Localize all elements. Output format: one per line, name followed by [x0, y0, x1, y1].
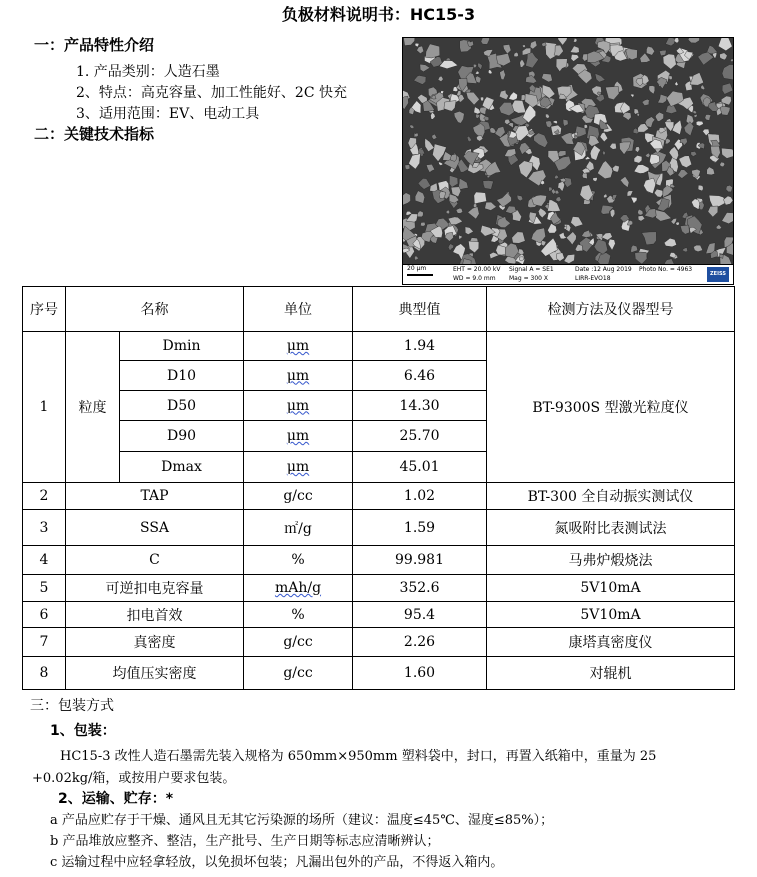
unit-text: μm	[286, 367, 310, 384]
row-name: 扣电首效	[66, 602, 244, 628]
sem-wd: WD = 9.0 mm	[453, 275, 496, 282]
feature-item-2: 2、特点：高克容量、加工性能好、2C 快充	[76, 85, 347, 101]
header-value: 典型值	[353, 287, 487, 332]
row-value: 1.02	[353, 483, 487, 510]
psd-name: Dmax	[120, 452, 244, 483]
psd-unit	[244, 361, 353, 391]
row-method: 氮吸附比表测试法	[487, 510, 735, 546]
row-method: BT-300 全自动振实测试仪	[487, 483, 735, 510]
feature-item-1: 1. 产品类别：人造石墨	[76, 64, 220, 80]
row-no: 7	[23, 628, 66, 657]
psd-group-label: 粒度	[66, 332, 120, 483]
packaging-text-line-2: +0.02kg/箱，或按用户要求包装。	[32, 771, 236, 786]
row-name: TAP	[66, 483, 244, 510]
psd-value: 45.01	[353, 452, 487, 483]
zeiss-logo: ZEISS	[707, 267, 729, 282]
table-row	[23, 546, 735, 575]
sem-micrograph	[402, 37, 734, 285]
row-no: 6	[23, 602, 66, 628]
row-unit: %	[244, 602, 353, 628]
psd-method: BT-9300S 型激光粒度仪	[487, 332, 735, 483]
psd-unit	[244, 421, 353, 452]
unit-text: μm	[286, 459, 310, 475]
sem-eht: EHT = 20.00 kV	[453, 266, 501, 273]
table-row	[23, 657, 735, 690]
sem-photo-no: Photo No. = 4963	[639, 266, 693, 273]
row-name: 均值压实密度	[66, 657, 244, 690]
section-1-heading: 一：产品特性介绍	[34, 36, 155, 54]
row-value: 95.4	[353, 602, 487, 628]
row-name: SSA	[66, 510, 244, 546]
row-no: 2	[23, 483, 66, 510]
psd-name: D90	[120, 421, 244, 452]
section-3-heading: 三：包装方式	[30, 698, 114, 714]
row-unit: g/cc	[244, 657, 353, 690]
psd-name: D10	[120, 361, 244, 391]
row-no: 1	[23, 332, 66, 483]
unit-text: μm	[286, 338, 310, 354]
table-row	[23, 483, 735, 510]
packaging-text-line-1: HC15-3 改性人造石墨需先装入规格为 650mm×950mm 塑料袋中，封口，再置入纸箱中，重量为 25	[60, 749, 657, 764]
row-value: 99.981	[353, 546, 487, 575]
row-method: 5V10mA	[487, 575, 735, 602]
row-no: 8	[23, 657, 66, 690]
sem-machine: LIRR-EVO18	[575, 275, 611, 282]
row-value: 352.6	[353, 575, 487, 602]
header-method: 检测方法及仪器型号	[487, 287, 735, 332]
row-value: 1.60	[353, 657, 487, 690]
sem-scale-label: 20 μm	[407, 265, 427, 272]
unit-text: μm	[286, 428, 310, 444]
section-2-heading: 二：关键技术指标	[34, 125, 155, 143]
feature-item-3: 3、适用范围：EV、电动工具	[76, 106, 260, 122]
storage-item-a: a 产品应贮存于干燥、通风且无其它污染源的场所（建议：温度≤45℃、湿度≤85%）；	[50, 813, 554, 828]
row-name: 真密度	[66, 628, 244, 657]
table-row	[23, 602, 735, 628]
storage-subheading: 2、运输、贮存：*	[58, 791, 174, 807]
row-no: 3	[23, 510, 66, 546]
row-value: 2.26	[353, 628, 487, 657]
table-row	[23, 628, 735, 657]
psd-name: Dmin	[120, 332, 244, 361]
psd-value: 25.70	[353, 421, 487, 452]
header-name: 名称	[66, 287, 244, 332]
row-method: 康塔真密度仪	[487, 628, 735, 657]
psd-unit	[244, 391, 353, 421]
row-unit: ㎡/g	[244, 510, 353, 546]
row-no: 5	[23, 575, 66, 602]
spec-table	[22, 286, 735, 690]
document-title: 负极材料说明书：HC15-3	[281, 5, 476, 24]
sem-info-bar	[403, 264, 733, 285]
sem-mag: Mag = 300 X	[509, 275, 548, 282]
storage-item-c: c 运输过程中应轻拿轻放，以免损坏包装；凡漏出包外的产品，不得返入箱内。	[50, 855, 504, 870]
row-unit	[244, 575, 353, 602]
psd-value: 1.94	[353, 332, 487, 361]
psd-value: 14.30	[353, 391, 487, 421]
row-method: 5V10mA	[487, 602, 735, 628]
psd-unit	[244, 452, 353, 483]
table-row	[23, 332, 735, 361]
row-value: 1.59	[353, 510, 487, 546]
unit-text: μm	[286, 397, 310, 414]
row-unit: %	[244, 546, 353, 575]
row-name: C	[66, 546, 244, 575]
packaging-subheading: 1、包装：	[50, 723, 116, 739]
table-header-row	[23, 287, 735, 332]
sem-particles-image	[403, 38, 733, 264]
psd-name: D50	[120, 391, 244, 421]
header-no: 序号	[23, 287, 66, 332]
psd-value: 6.46	[353, 361, 487, 391]
row-method: 马弗炉煅烧法	[487, 546, 735, 575]
table-row	[23, 575, 735, 602]
row-unit: g/cc	[244, 628, 353, 657]
header-unit: 单位	[244, 287, 353, 332]
sem-date: Date :12 Aug 2019	[575, 266, 632, 273]
row-name: 可逆扣电克容量	[66, 575, 244, 602]
psd-unit	[244, 332, 353, 361]
row-method: 对辊机	[487, 657, 735, 690]
row-no: 4	[23, 546, 66, 575]
table-row	[23, 510, 735, 546]
sem-signal: Signal A = SE1	[509, 266, 554, 273]
unit-text: mAh/g	[274, 580, 322, 596]
storage-item-b: b 产品堆放应整齐、整洁，生产批号、生产日期等标志应清晰辨认；	[50, 834, 440, 849]
row-unit: g/cc	[244, 483, 353, 510]
